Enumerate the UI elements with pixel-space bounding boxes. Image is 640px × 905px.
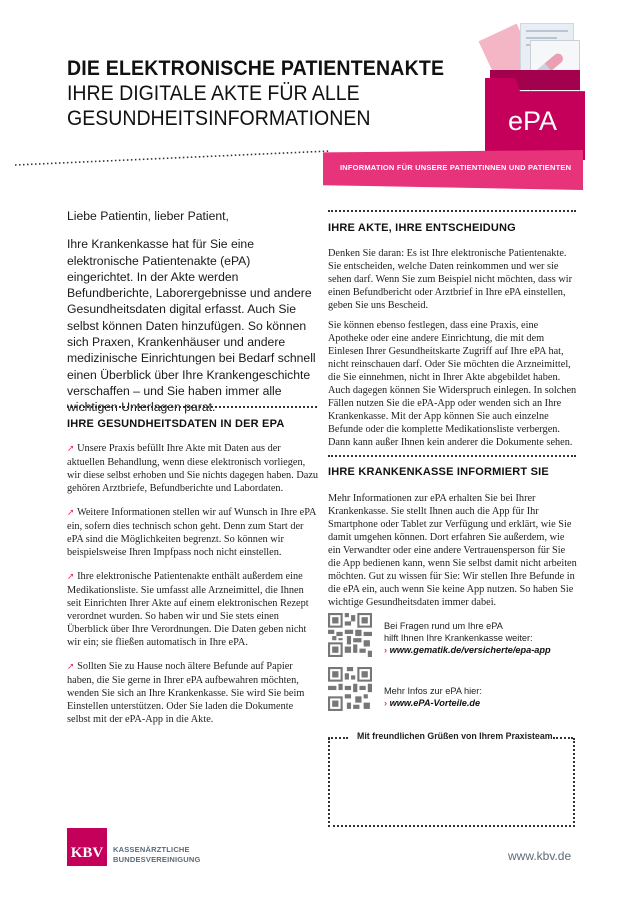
- section-heading-decision: IHRE AKTE, IHRE ENTSCHEIDUNG: [328, 222, 516, 234]
- qr-code-icon[interactable]: [328, 613, 372, 657]
- arrow-up-right-icon: ➚: [67, 662, 75, 672]
- info-link-vorteile: Mehr Infos zur ePA hier: › www.ePA-Vorteile.de: [384, 686, 482, 708]
- signature-label: Mit freundlichen Grüßen von Ihrem Praxisteam: [357, 731, 553, 741]
- qr-code-icon[interactable]: [328, 667, 372, 711]
- list-item: ➚ Unsere Praxis befüllt Ihre Akte mit Daten aus der aktuellen Behandlung, wenn diese elektronisch vorliegen, wir diese selbst erhoben und Sie nichts dagegen haben. Dazu gehören Arztbriefe, Befundberichte und Labordaten.: [67, 443, 319, 494]
- signature-box-border: [553, 737, 573, 739]
- kbv-org-name: KASSENÄRZTLICHE BUNDESVEREINIGUNG: [113, 845, 201, 864]
- vorteile-link[interactable]: www.ePA-Vorteile.de: [389, 698, 481, 708]
- list-item: ➚ Weitere Informationen stellen wir auf Wunsch in Ihre ePA ein, sofern dies technisch schon geht. Denn zum Start der ePA sind die Möglichkeiten begrenzt. So können wir beispielsweise Ihren Impfpass noch nicht einstellen.: [67, 507, 316, 558]
- page-subtitle-line2: GESUNDHEITSINFORMATIONEN: [67, 107, 371, 130]
- gematik-link[interactable]: www.gematik.de/versicherte/epa-app: [389, 645, 551, 655]
- intro-section: [67, 208, 319, 416]
- section-divider: [328, 455, 576, 457]
- kbv-logo: KBV: [67, 828, 107, 866]
- intro-text: Ihre Krankenkasse hat für Sie eine elektronische Patientenakte (ePA) eingerichtet. In der Akte werden Befundberichte, Laborergebnisse und andere Gesundheitsdaten digital erfasst. Auch Sie selbst können Daten hinzufügen. So können sich Praxen, Krankenhäuser und andere medizinische Einrichtungen bei Bedarf schnell einen Überblick über Ihre Krankengeschichte verschaffen – und Sie haben immer alle wichtigen Unterlagen parat.: [67, 237, 316, 415]
- section-data-list: [67, 442, 319, 737]
- folder-label: ePA: [508, 106, 558, 136]
- chevron-right-icon: ›: [384, 698, 388, 708]
- section-divider: [328, 210, 576, 212]
- chevron-right-icon: ›: [384, 645, 388, 655]
- kbv-website-link[interactable]: www.kbv.de: [508, 849, 572, 863]
- arrow-up-right-icon: ➚: [67, 508, 75, 518]
- arrow-up-right-icon: ➚: [67, 444, 75, 454]
- greeting: Liebe Patientin, lieber Patient,: [67, 209, 229, 223]
- audience-banner-text: INFORMATION FÜR UNSERE PATIENTINNEN UND PATIENTEN: [340, 163, 572, 172]
- signature-box-border: [328, 737, 348, 739]
- arrow-up-right-icon: ➚: [67, 572, 75, 582]
- section-decision-body: [328, 247, 578, 460]
- section-insurer-body: Mehr Informationen zur ePA erhalten Sie bei Ihrer Krankenkasse. Sie stellt Ihnen auch die App für Ihr Smartphone oder Tablet zur Verfügung und erklärt, wie Sie damit umgehen können. Dort erfahren Sie außerdem, wie ein Verwandter oder eine andere Vertrauensperson für Sie die App bedienen kann, wenn Sie selbst damit nicht arbeiten möchten. Gut zu wissen für Sie: Wir stellen Ihre Befunde in die ePA ein, auch wenn Sie keine App nutzen. So haben Sie wichtige Gesundheitsdaten immer dabei.: [328, 493, 577, 608]
- list-item: ➚ Ihre elektronische Patientenakte enthält außerdem eine Medikationsliste. Sie umfasst alle Arzneimittel, die Ihnen seit Einrichten Ihrer Akte auf einem elektronischen Rezept verordnet wurden. So haben wir und Sie stets einen Überblick über Ihre Verordnungen. Die Daten geben nicht wir ein; sie fließen automatisch in Ihre ePA.: [67, 571, 309, 648]
- paragraph: Denken Sie daran: Es ist Ihre elektronische Patientenakte. Sie entscheiden, welche Daten reinkommen und wer sie sehen darf. Wenn Sie zum Beispiel nicht möchten, dass wir einen Befundbericht oder Arztbrief in Ihre ePA einstellen, geben Sie uns Bescheid.: [328, 248, 573, 311]
- page-subtitle-line1: IHRE DIGITALE AKTE FÜR ALLE: [67, 82, 360, 105]
- page-title: DIE ELEKTRONISCHE PATIENTENAKTE: [67, 57, 445, 80]
- signature-box[interactable]: [328, 738, 575, 827]
- section-heading-insurer: IHRE KRANKENKASSE INFORMIERT SIE: [328, 466, 549, 478]
- paragraph: Sie können ebenso festlegen, dass eine Praxis, eine Apotheke oder eine andere Einrichtung, die mit dem Einlesen Ihrer Gesundheitskarte Zugriff auf Ihre ePA hat, nicht reinschauen darf. Oder Sie möchten die Arzneimittel, die Sie einnehmen, nicht in Ihrer Akte abgebildet haben. Auch dagegen können Sie Widerspruch einlegen. In solchen Fällen nutzen Sie die ePA-App oder wenden sich an Ihre Krankenkasse. Mit der App können Sie auch einzelne Befunde oder die komplette Medikationsliste verbergen. Dann kann außer Ihnen kein anderer die Dokumente sehen.: [328, 320, 577, 448]
- info-link-gematik: Bei Fragen rund um Ihre ePA hilft Ihnen Ihre Krankenkasse weiter: › www.gematik.de/versicherte/epa-app: [384, 621, 551, 655]
- section-heading-data: IHRE GESUNDHEITSDATEN IN DER EPA: [67, 418, 285, 430]
- list-item: ➚ Sollten Sie zu Hause noch ältere Befunde auf Papier haben, die Sie gerne in Ihrer ePA aufbewahren möchten, wenden Sie sich an Ihre Krankenkasse. Sie wird Sie beim Einstellen unterstützen. Oder Sie laden die Dokumente selbst mit der ePA-App in die Akte.: [67, 661, 305, 725]
- section-divider: [67, 406, 317, 408]
